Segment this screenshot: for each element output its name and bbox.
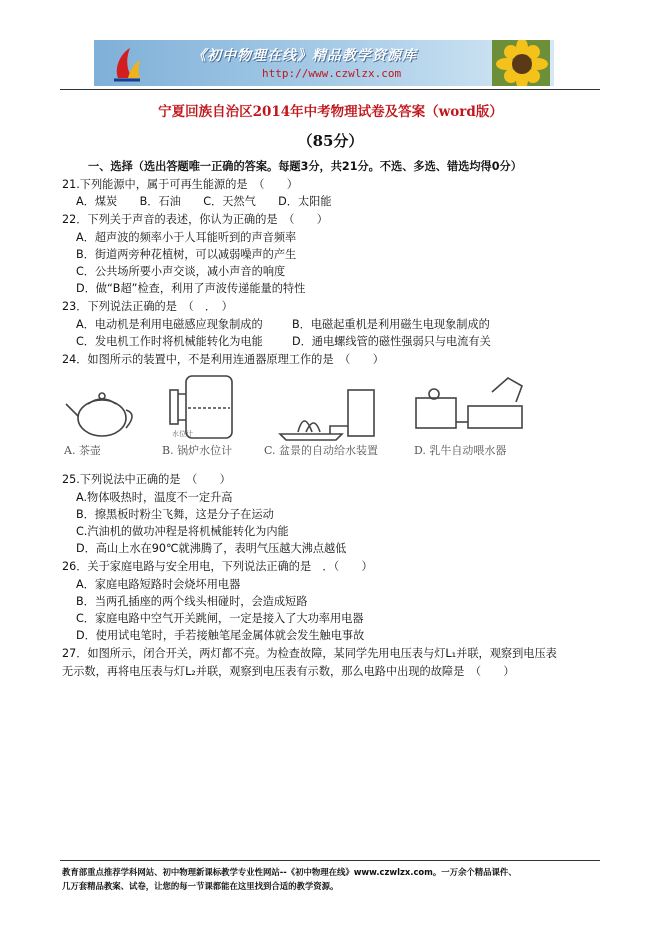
boiler-gauge-icon xyxy=(164,372,244,442)
question-21: 21.下列能源中，属于可再生能源的是 （ ） xyxy=(62,178,298,191)
question-22-option-c: C．公共场所要小声交谈，减小声音的响度 xyxy=(76,265,286,278)
question-24: 24．如图所示的装置中，不是利用连通器原理工作的是 （ ） xyxy=(62,353,384,366)
banner-url[interactable]: http://www.czwlzx.com xyxy=(262,67,402,80)
question-26: 26．关于家庭电路与安全用电，下列说法正确的是 ．（ ） xyxy=(62,560,373,573)
water-gauge-label: 水位计 xyxy=(172,430,193,438)
question-25: 25.下列说法中正确的是 （ ） xyxy=(62,473,231,486)
caption-c: C. 盆景的自动给水装置 xyxy=(264,444,379,457)
question-23-option-d: D．通电螺线管的磁性强弱只与电流有关 xyxy=(292,335,491,348)
question-22-option-a: A．超声波的频率小于人耳能听到的声音频率 xyxy=(76,231,297,244)
caption-a: A. 茶壶 xyxy=(64,444,101,457)
caption-d: D. 乳牛自动喂水器 xyxy=(414,444,507,457)
footer-rule xyxy=(60,860,600,861)
site-logo-icon xyxy=(112,44,142,82)
question-27-line-2: 无示数，再将电压表与灯L₂并联，观察到电压表有示数，那么电路中出现的故障是 （ ） xyxy=(62,665,515,678)
question-24-figures xyxy=(62,372,532,462)
planter-water-supply-icon xyxy=(270,386,380,442)
question-23-option-c: C．发电机工作时将机械能转化为电能 xyxy=(76,335,263,348)
question-25-option-c: C.汽油机的做功冲程是将机械能转化为内能 xyxy=(76,525,289,538)
header-banner xyxy=(94,40,554,86)
question-23-option-a: A．电动机是利用电磁感应现象制成的 xyxy=(76,318,263,331)
question-26-option-a: A．家庭电路短路时会烧坏用电器 xyxy=(76,578,241,591)
section-heading: 一、选择（选出答题唯一正确的答案。每题3分，共21分。不选、多选、错选均得0分） xyxy=(88,160,522,173)
document-title: 宁夏回族自治区2014年中考物理试卷及答案（word版） xyxy=(158,104,503,120)
cattle-water-feeder-icon xyxy=(412,372,527,442)
question-22-option-b: B．街道两旁种花植树，可以减弱噪声的产生 xyxy=(76,248,297,261)
question-22-option-d: D．做“B超”检查，利用了声波传递能量的特性 xyxy=(76,282,306,295)
question-26-option-c: C．家庭电路中空气开关跳闸，一定是接入了大功率用电器 xyxy=(76,612,364,625)
question-25-option-d: D．高山上水在90℃就沸腾了，表明气压越大沸点越低 xyxy=(76,542,347,555)
question-26-option-b: B．当两孔插座的两个线头相碰时，会造成短路 xyxy=(76,595,308,608)
footer-line-2: 几万套精品教案、试卷，让您的每一节课都能在这里找到合适的教学资源。 xyxy=(62,881,339,891)
question-25-option-b: B．擦黑板时粉尘飞舞，这是分子在运动 xyxy=(76,508,274,521)
total-score: （85分） xyxy=(297,132,364,150)
question-25-option-a: A.物体吸热时，温度不一定升高 xyxy=(76,491,233,504)
caption-b: B. 锅炉水位计 xyxy=(162,444,233,457)
teapot-icon xyxy=(62,382,142,440)
sunflower-icon xyxy=(492,40,550,86)
banner-title: 《初中物理在线》精品教学资源库 xyxy=(192,48,417,64)
question-23: 23．下列说法正确的是 （ ． ） xyxy=(62,300,233,313)
question-27-line-1: 27．如图所示，闭合开关，两灯都不亮。为检查故障，某同学先用电压表与灯L₁并联，观察到电压表 xyxy=(62,647,557,660)
question-23-option-b: B．电磁起重机是利用磁生电现象制成的 xyxy=(292,318,490,331)
question-26-option-d: D．使用试电笔时，手若接触笔尾金属体就会发生触电事故 xyxy=(76,629,365,642)
question-21-options: A．煤炭 B．石油 C．天然气 D．太阳能 xyxy=(76,195,332,208)
question-22: 22．下列关于声音的表述，你认为正确的是 （ ） xyxy=(62,213,328,226)
header-rule xyxy=(60,89,600,90)
footer-line-1: 教育部重点推荐学科网站、初中物理新课标教学专业性网站--《初中物理在线》www.czwlzx.com。一万余个精品课件、 xyxy=(62,867,517,877)
